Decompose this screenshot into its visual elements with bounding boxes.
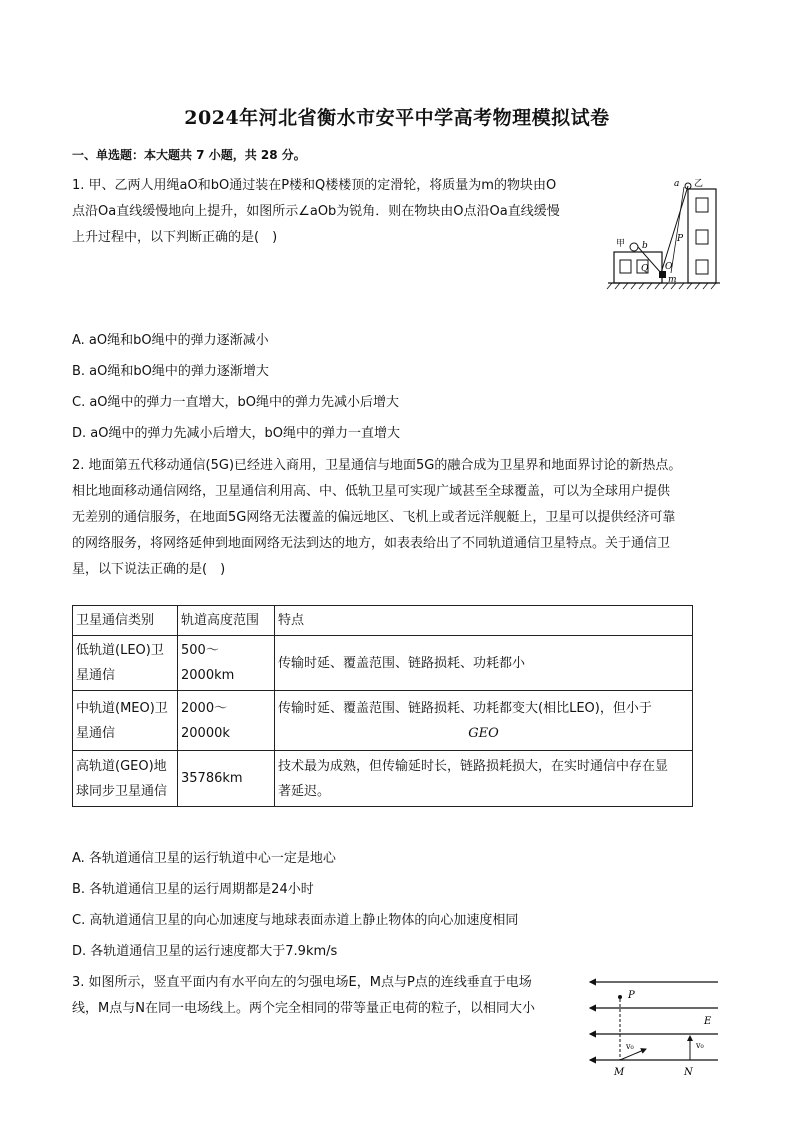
question-2-line: 星，以下说法正确的是( ) (72, 562, 226, 577)
label-E: E (704, 1016, 712, 1027)
table-cell-height: 500～2000km (178, 636, 275, 691)
question-3-line: 3. 如图所示，竖直平面内有水平向左的匀强电场E，M点与P点的连线垂直于电场 (72, 975, 532, 990)
question-1-option-a: A. aO绳和bO绳中的弹力逐渐减小 (72, 333, 269, 348)
question-2-stem (72, 453, 732, 583)
table-cell-type (73, 691, 178, 751)
cell-line: 星通信 (76, 725, 116, 741)
table-cell-feature (275, 751, 693, 807)
question-1-figure (604, 176, 722, 292)
label-a: a (674, 179, 680, 189)
cell-line: 中轨道(MEO)卫 (76, 700, 168, 716)
table-cell-height: 35786km (178, 751, 275, 807)
question-1-option-b: B. aO绳和bO绳中的弹力逐渐增大 (72, 364, 269, 379)
question-3-line: 线，M点与N在同一电场线上。两个完全相同的带等量正电荷的粒子，以相同大小 (72, 1001, 535, 1016)
question-1-line: 点沿Oa直线缓慢地向上提升，如图所示∠aOb为锐角．则在物块由O点沿Oa直线缓慢 (72, 204, 560, 219)
cell-line: 星通信 (76, 668, 116, 683)
cell-line: 技术最为成熟，但传输延时长，链路损耗损大，在实时通信中存在显 (278, 758, 669, 774)
label-N: N (684, 1067, 693, 1078)
question-2-line: 2. 地面第五代移动通信(5G)已经进入商用，卫星通信与地面5G的融合成为卫星界和地面界讨论的新热点。 (72, 458, 682, 473)
question-2-line: 相比地面移动通信网络，卫星通信利用高、中、低轨卫星可实现广域甚至全球覆盖，可以为全球用户提供 (72, 484, 671, 499)
question-2-option-d: D. 各轨道通信卫星的运行速度都大于7.9km/s (72, 944, 338, 959)
question-3-figure (588, 976, 720, 1080)
table-row (73, 751, 693, 807)
label-P: P (628, 990, 635, 1001)
question-1-option-c: C. aO绳中的弹力一直增大，bO绳中的弹力先减小后增大 (72, 395, 400, 410)
label-yi: 乙 (694, 179, 704, 189)
table-header-cell: 特点 (275, 606, 693, 636)
table-row (73, 636, 693, 691)
label-m: m (668, 275, 677, 285)
question-1-option-d: D. aO绳中的弹力先减小后增大，bO绳中的弹力一直增大 (72, 426, 400, 441)
table-header-cell: 卫星通信类别 (73, 606, 178, 636)
section-heading: 一、单选题：本大题共 7 小题，共 28 分。 (72, 148, 306, 162)
question-2-option-a: A. 各轨道通信卫星的运行轨道中心一定是地心 (72, 851, 336, 866)
table-header-row (73, 606, 693, 636)
question-1-line: 上升过程中，以下判断正确的是( ) (72, 230, 278, 245)
table-header-cell: 轨道高度范围 (178, 606, 275, 636)
table-cell-feature (275, 636, 693, 691)
question-2-option-c: C. 高轨道通信卫星的向心加速度与地球表面赤道上静止物体的向心加速度相同 (72, 913, 519, 928)
label-M: M (614, 1067, 625, 1078)
cell-line: 球同步卫星通信 (76, 783, 168, 799)
question-2-line: 的网络服务，将网络延伸到地面网络无法到达的地方，如表表给出了不同轨道通信卫星特点。关于通信卫 (72, 536, 671, 551)
table-cell-feature (275, 691, 693, 751)
question-2-option-b: B. 各轨道通信卫星的运行周期都是24小时 (72, 882, 314, 897)
label-P: P (677, 234, 684, 244)
question-3-stem (72, 970, 582, 1022)
label-v0-a: v₀ (626, 1042, 634, 1051)
cell-line: 著延迟。 (278, 783, 331, 799)
question-1-line: 1. 甲、乙两人用绳aO和bO通过装在P楼和Q楼楼顶的定滑轮，将质量为m的物块由O (72, 178, 557, 193)
satellite-table (72, 605, 693, 807)
table-cell-height: 2000～20000k (178, 691, 275, 751)
cell-line: GEO (468, 725, 499, 741)
label-O: O (665, 262, 673, 272)
cell-line: 高轨道(GEO)地 (76, 758, 167, 774)
table-row (73, 691, 693, 751)
cell-line: 低轨道(LEO)卫 (76, 643, 164, 658)
cell-line: 传输时延、覆盖范围、链路损耗、功耗都变大(相比LEO)，但小于 (278, 700, 652, 716)
cell-line: 传输时延、覆盖范围、链路损耗、功耗都小 (278, 655, 526, 671)
label-b: b (642, 241, 648, 251)
table-cell-type (73, 751, 178, 807)
label-v0-b: v₀ (696, 1041, 704, 1050)
page-title: 2024年河北省衡水市安平中学高考物理模拟试卷 (184, 107, 610, 129)
label-Q: Q (641, 264, 649, 274)
label-jia: 甲 (616, 239, 626, 249)
table-cell-type (73, 636, 178, 691)
question-2-line: 无差别的通信服务，在地面5G网络无法覆盖的偏远地区、飞机上或者远洋舰艇上，卫星可以提供经济可靠 (72, 510, 676, 525)
question-1-stem (72, 173, 592, 251)
